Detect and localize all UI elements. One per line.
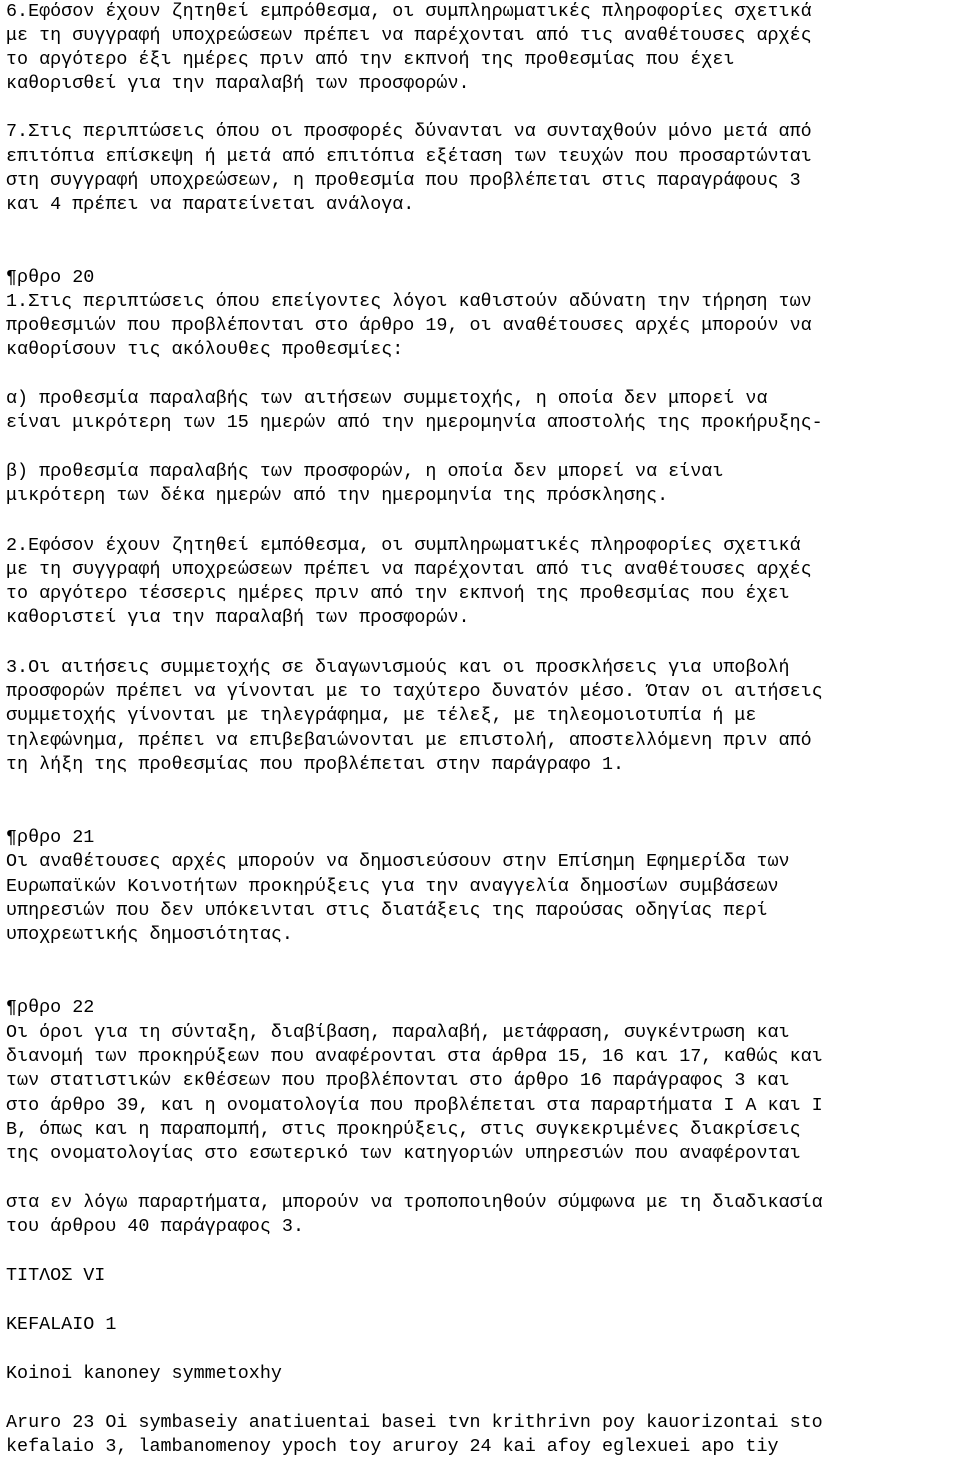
- text-line: Οι αναθέτουσες αρχές μπορούν να δημοσιεύσουν στην Επίσημη Εφημερίδα των: [6, 851, 790, 872]
- text-line: 6.Εφόσον έχουν ζητηθεί εμπρόθεσμα, οι συμπληρωματικές πληροφορίες σχετικά: [6, 1, 812, 22]
- text-line: του άρθρου 40 παράγραφος 3.: [6, 1216, 304, 1237]
- text-line: υπηρεσιών που δεν υπόκεινται στις διατάξεις της παρούσας οδηγίας περί: [6, 900, 768, 921]
- text-line: Aruro 23 Oi symbaseiy anatiuentai basei tvn krithrivn poy kauorizontai sto: [6, 1412, 823, 1433]
- text-line: της ονοματολογίας στο εσωτερικό των κατηγοριών υπηρεσιών που αναφέρονται: [6, 1143, 801, 1164]
- text-line: το αργότερο τέσσερις ημέρες πριν από την εκπνοή της προθεσμίας που έχει: [6, 583, 790, 604]
- text-line: α) προθεσμία παραλαβής των αιτήσεων συμμετοχής, η οποία δεν μπορεί να: [6, 388, 768, 409]
- text-line: Ευρωπαϊκών Κοινοτήτων προκηρύξεις για την αναγγελία δημοσίων συμβάσεων: [6, 876, 779, 897]
- section-heading: Koinoi kanoney symmetoxhy: [6, 1363, 282, 1384]
- text-line: στη συγγραφή υποχρεώσεων, η προθεσμία που προβλέπεται στις παραγράφους 3: [6, 170, 801, 191]
- text-line: επιτόπια επίσκεψη ή μετά από επιτόπια εξέταση των τευχών που προσαρτώνται: [6, 146, 812, 167]
- text-line: 2.Εφόσον έχουν ζητηθεί εμπόθεσμα, οι συμπληρωματικές πληροφορίες σχετικά: [6, 535, 801, 556]
- text-line: με τη συγγραφή υποχρεώσεων πρέπει να παρέχονται από τις αναθέτουσες αρχές: [6, 25, 812, 46]
- text-line: μικρότερη των δέκα ημερών από την ημερομηνία της πρόσκλησης.: [6, 485, 669, 506]
- text-line: 3.Οι αιτήσεις συμμετοχής σε διαγωνισμούς και οι προσκλήσεις για υποβολή: [6, 657, 790, 678]
- text-line: το αργότερο έξι ημέρες πριν από την εκπνοή της προθεσμίας που έχει: [6, 49, 735, 70]
- text-line: Οι όροι για τη σύνταξη, διαβίβαση, παραλαβή, μετάφραση, συγκέντρωση και: [6, 1022, 790, 1043]
- text-line: kefalaio 3, lambanomenoy ypoch toy aruroy 24 kai afoy eglexuei apo tiy: [6, 1436, 779, 1457]
- text-line: καθορίσουν τις ακόλουθες προθεσμίες:: [6, 339, 404, 360]
- text-line: των στατιστικών εκθέσεων που προβλέπονται στο άρθρο 16 παράγραφος 3 και: [6, 1070, 790, 1091]
- text-line: διανομή των προκηρύξεων που αναφέρονται στα άρθρα 15, 16 και 17, καθώς και: [6, 1046, 823, 1067]
- chapter-heading: KEFALAIO 1: [6, 1314, 117, 1335]
- text-line: προσφορών πρέπει να γίνονται με το ταχύτερο δυνατόν μέσο. Όταν οι αιτήσεις: [6, 681, 823, 702]
- text-line: β) προθεσμία παραλαβής των προσφορών, η οποία δεν μπορεί να είναι: [6, 461, 724, 482]
- text-line: υποχρεωτικής δημοσιότητας.: [6, 924, 293, 945]
- text-line: συμμετοχής γίνονται με τηλεγράφημα, με τέλεξ, με τηλεομοιοτυπία ή με: [6, 705, 757, 726]
- text-line: στο άρθρο 39, και η ονοματολογία που προβλέπεται στα παραρτήματα I A και I: [6, 1095, 823, 1116]
- text-line: με τη συγγραφή υποχρεώσεων πρέπει να παρέχονται από τις αναθέτουσες αρχές: [6, 559, 812, 580]
- text-line: είναι μικρότερη των 15 ημερών από την ημερομηνία αποστολής της προκήρυξης-: [6, 412, 823, 433]
- text-line: τη λήξη της προθεσμίας που προβλέπεται στην παράγραφο 1.: [6, 754, 625, 775]
- text-line: καθορισθεί για την παραλαβή των προσφορών.: [6, 73, 470, 94]
- title-heading: ΤΙΤΛΟΣ VI: [6, 1265, 106, 1286]
- text-line: και 4 πρέπει να παρατείνεται ανάλογα.: [6, 194, 415, 215]
- article-heading: ¶ρθρο 21: [6, 827, 95, 848]
- text-line: προθεσμιών που προβλέπονται στο άρθρο 19, οι αναθέτουσες αρχές μπορούν να: [6, 315, 812, 336]
- text-line: τηλεφώνημα, πρέπει να επιβεβαιώνονται με επιστολή, αποστελλόμενη πριν από: [6, 730, 812, 751]
- text-line: B, όπως και η παραπομπή, στις προκηρύξεις, στις συγκεκριμένες διακρίσεις: [6, 1119, 801, 1140]
- text-line: 1.Στις περιπτώσεις όπου επείγοντες λόγοι καθιστούν αδύνατη την τήρηση των: [6, 291, 812, 312]
- text-line: 7.Στις περιπτώσεις όπου οι προσφορές δύνανται να συνταχθούν μόνο μετά από: [6, 121, 812, 142]
- article-heading: ¶ρθρο 22: [6, 997, 95, 1018]
- text-line: στα εν λόγω παραρτήματα, μπορούν να τροποποιηθούν σύμφωνα με τη διαδικασία: [6, 1192, 823, 1213]
- text-line: καθοριστεί για την παραλαβή των προσφορών.: [6, 607, 470, 628]
- article-heading: ¶ρθρο 20: [6, 267, 95, 288]
